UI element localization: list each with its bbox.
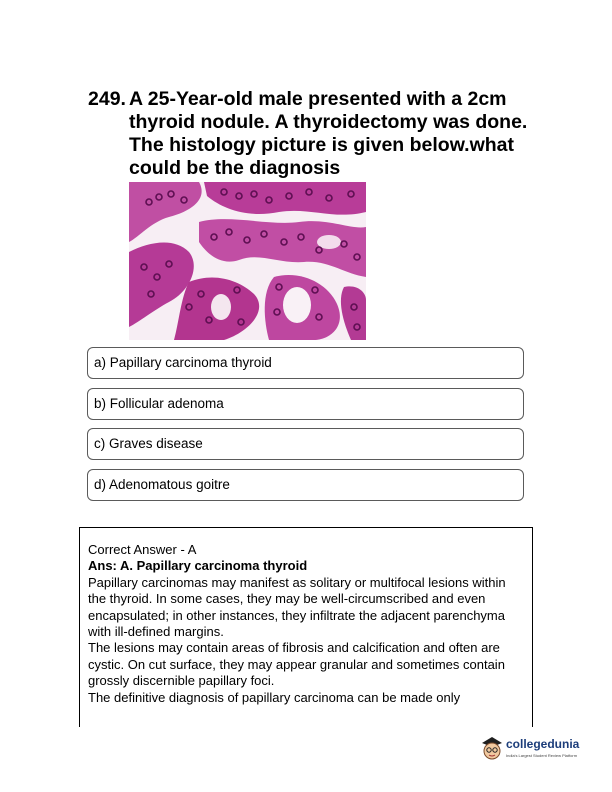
option-d[interactable]: d) Adenomatous goitre	[87, 469, 524, 501]
answer-paragraph-2: The lesions may contain areas of fibrosis and calcification and often are cystic. On cut surface, they may appear granular and sometimes contain grossly discernible papillary foci.	[88, 640, 505, 689]
answer-box	[79, 527, 533, 727]
question-number: 249.	[88, 88, 126, 110]
mascot-logo-icon	[480, 735, 504, 761]
histology-image	[129, 182, 366, 340]
question-text: A 25-Year-old male presented with a 2cm thyroid nodule. A thyroidectomy was done. The histology picture is given below.what could be the diagnosis	[129, 88, 528, 179]
answer-paragraph-3: The definitive diagnosis of papillary carcinoma can be made only	[88, 689, 461, 705]
option-c[interactable]: c) Graves disease	[87, 428, 524, 460]
correct-answer: Correct Answer - A	[88, 542, 197, 557]
option-b[interactable]: b) Follicular adenoma	[87, 388, 524, 420]
question	[88, 88, 548, 180]
brand-name: collegedunia	[506, 737, 580, 751]
brand-tagline: India's Largest Student Review Platform	[506, 753, 578, 758]
option-a[interactable]: a) Papillary carcinoma thyroid	[87, 347, 524, 379]
answer-paragraph-1: Papillary carcinomas may manifest as solitary or multifocal lesions within the thyroid. In some cases, they may be well-circumscribed and even encapsulated; in other instances, they infiltrate the adjacent parenchyma with ill-defined margins.	[88, 574, 506, 640]
brand-logo	[480, 733, 590, 765]
answer-heading: Ans: A. Papillary carcinoma thyroid	[88, 558, 308, 574]
